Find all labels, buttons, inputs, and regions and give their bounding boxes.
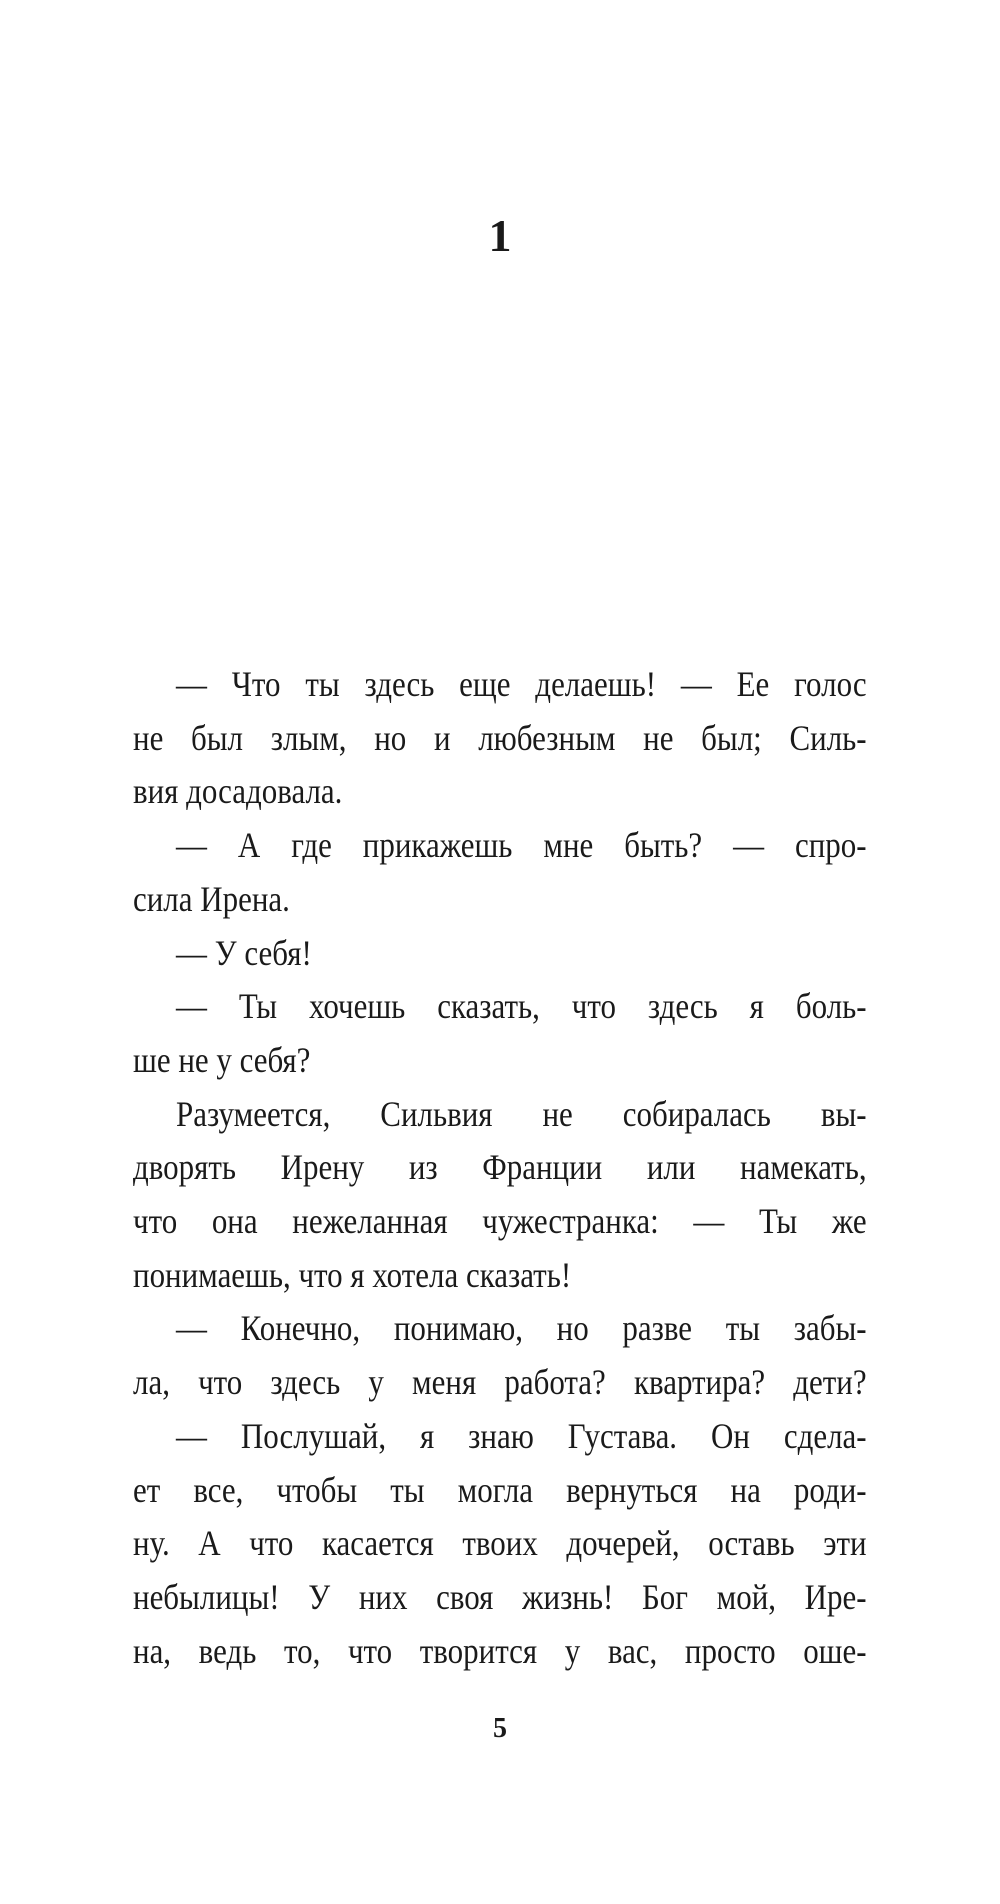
text-line: ну. А что касается твоих дочерей, оставь эти: [133, 1523, 867, 1564]
page-number: 5: [493, 1713, 507, 1744]
body-text: [133, 658, 867, 1678]
text-line: понимаешь, что я хотела сказать!: [133, 1254, 572, 1295]
text-line: сила Ирена.: [133, 878, 290, 919]
text-line: — А где прикажешь мне быть? — спро-: [176, 825, 867, 866]
text-line: вия досадовала.: [133, 771, 343, 812]
text-line: на, ведь то, что творится у вас, просто оше-: [133, 1630, 867, 1671]
text-line: небылицы! У них своя жизнь! Бог мой, Ире-: [133, 1576, 867, 1617]
text-line: ше не у себя?: [133, 1039, 311, 1080]
text-line: — У себя!: [176, 932, 312, 973]
text-line: Разумеется, Сильвия не собиралась вы-: [176, 1093, 867, 1134]
chapter-number: 1: [488, 210, 512, 261]
text-line: — Конечно, понимаю, но разве ты забы-: [176, 1308, 867, 1349]
text-line: ет все, чтобы ты могла вернуться на роди-: [133, 1469, 867, 1510]
text-line: ла, что здесь у меня работа? квартира? дети?: [133, 1362, 867, 1403]
text-line: — Что ты здесь еще делаешь! — Ее голос: [176, 664, 867, 704]
text-line: — Послушай, я знаю Густава. Он сдела-: [176, 1415, 867, 1456]
text-line: — Ты хочешь сказать, что здесь я боль-: [176, 986, 867, 1027]
text-line: не был злым, но и любезным не был; Силь-: [133, 717, 867, 758]
text-line: дворять Ирену из Франции или намекать,: [133, 1147, 867, 1188]
text-line: что она нежеланная чужестранка: — Ты же: [133, 1201, 867, 1242]
